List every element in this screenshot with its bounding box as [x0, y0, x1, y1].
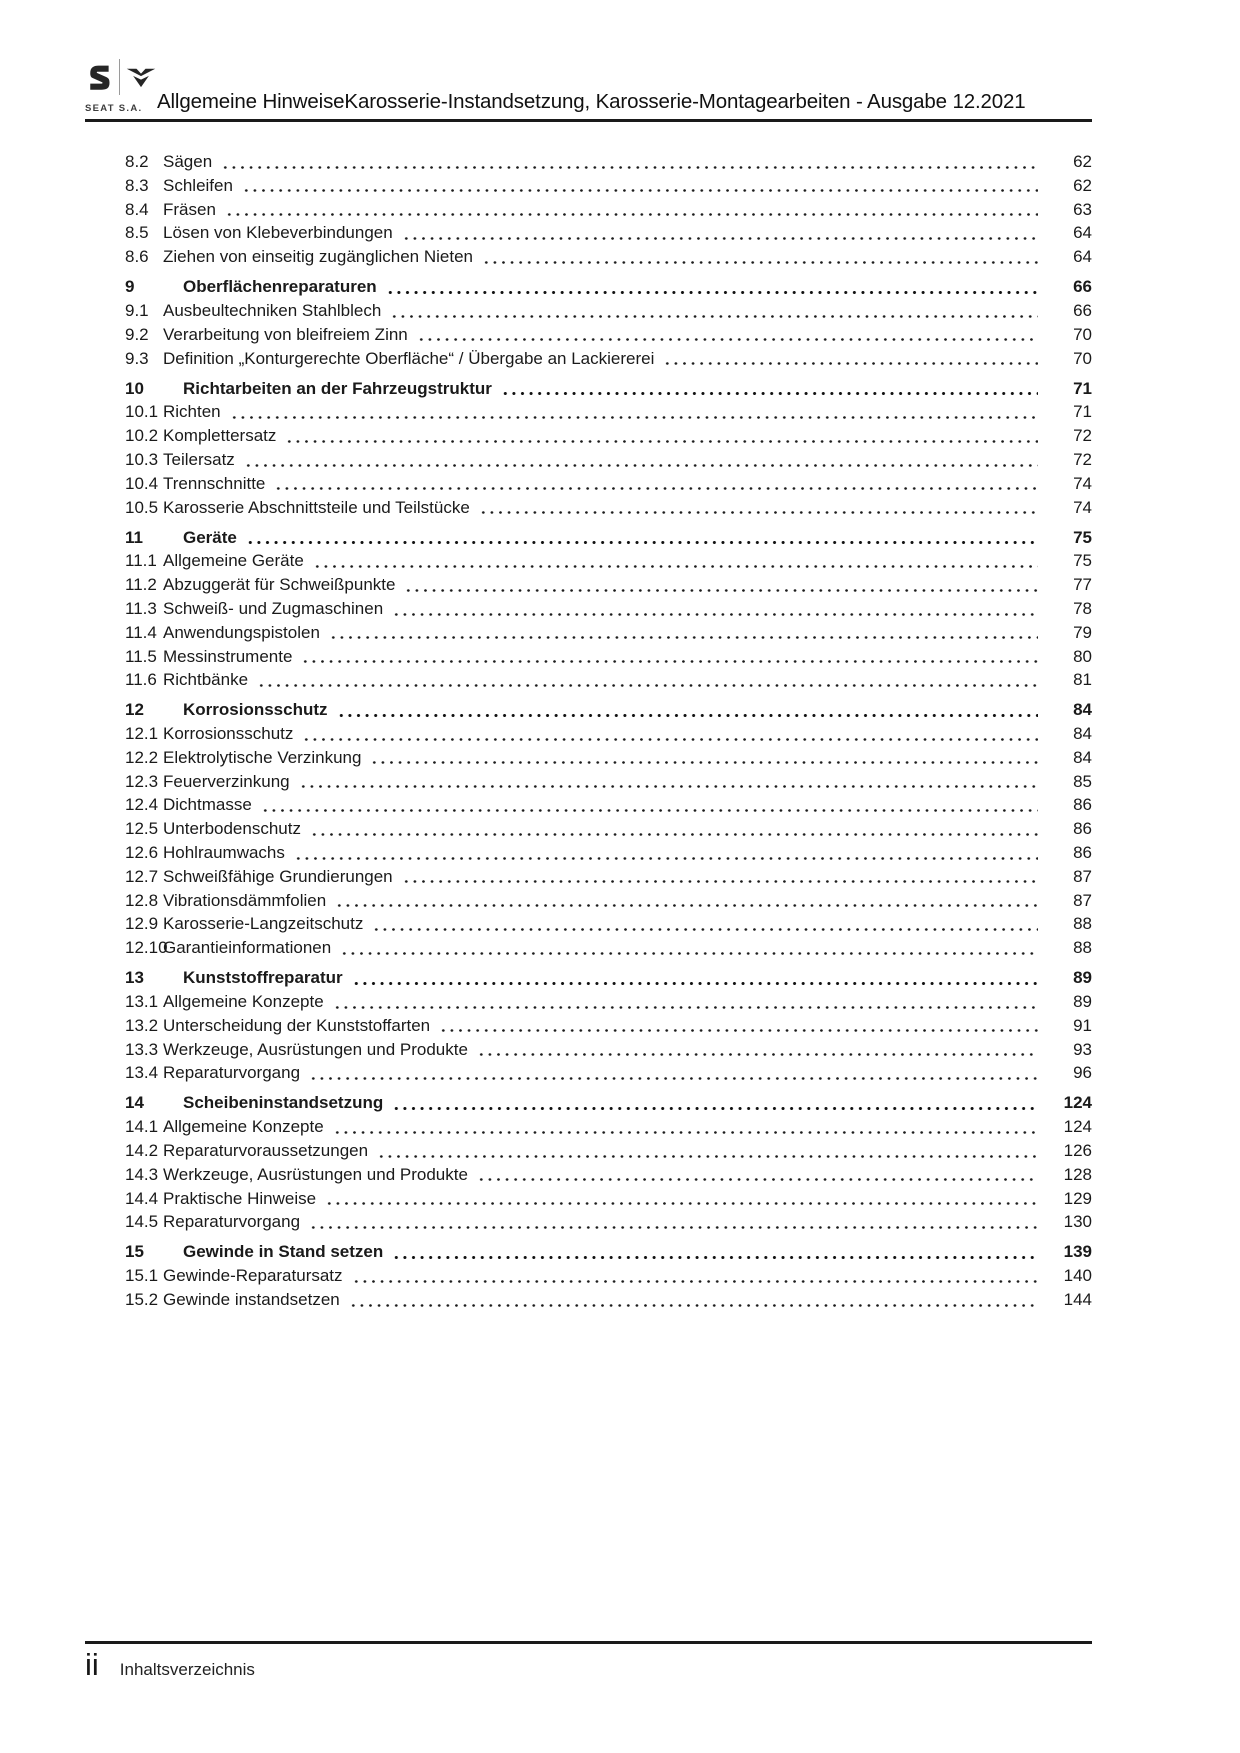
toc-row: [125, 424, 1092, 448]
toc-dot-leader: [300, 722, 1038, 746]
toc-entry-page: 86: [1073, 795, 1092, 815]
toc-row: [125, 245, 1092, 269]
toc-entry-title: Garantieinformationen: [163, 938, 332, 958]
toc-entry-title: Komplettersatz: [163, 426, 277, 446]
toc-dot-leader: [661, 347, 1038, 371]
toc-entry-title: Scheibeninstandsetzung: [183, 1093, 384, 1113]
toc-row: [125, 549, 1092, 573]
toc-entry-title: Werkzeuge, Ausrüstungen und Produkte: [163, 1039, 468, 1059]
brand-logos: [85, 58, 151, 96]
toc-row: [125, 150, 1092, 174]
toc-entry-number: 11.5: [125, 646, 157, 666]
toc-entry-page: 89: [1073, 992, 1092, 1012]
toc-entry-page: 72: [1073, 449, 1092, 469]
toc-entry-title: Richtbänke: [163, 670, 249, 690]
toc-row: [125, 448, 1092, 472]
toc-entry-number: 12.4: [125, 795, 159, 815]
toc-row: [125, 645, 1092, 669]
toc-row: [125, 1240, 1092, 1264]
toc-entry-page: 96: [1073, 1063, 1092, 1083]
toc-entry-page: 139: [1063, 1242, 1092, 1262]
toc-dot-leader: [308, 817, 1038, 841]
toc-entry-number: 15.2: [125, 1289, 159, 1309]
toc-dot-leader: [499, 377, 1038, 401]
toc-entry-title: Praktische Hinweise: [163, 1188, 317, 1208]
toc-entry-number: 10.4: [125, 473, 159, 493]
toc-entry-number: 11: [125, 527, 143, 547]
toc-entry-number: 10.2: [125, 426, 159, 446]
toc-dot-leader: [299, 645, 1038, 669]
toc-row: [125, 400, 1092, 424]
toc-entry-number: 11.4: [125, 622, 157, 642]
toc-entry-page: 84: [1073, 700, 1092, 720]
toc-dot-leader: [283, 424, 1038, 448]
toc-row: [125, 1210, 1092, 1234]
toc-entry-page: 130: [1063, 1212, 1092, 1232]
toc-entry-number: 13.3: [125, 1039, 159, 1059]
toc-entry-number: 12: [125, 700, 144, 720]
toc-dot-leader: [331, 1115, 1038, 1139]
brand-block: [85, 58, 151, 114]
toc-dot-leader: [311, 549, 1038, 573]
toc-entry-page: 81: [1073, 670, 1092, 690]
toc-entry-page: 71: [1073, 378, 1092, 398]
toc-dot-leader: [331, 990, 1038, 1014]
toc-row: [125, 1061, 1092, 1085]
toc-entry-title: Schleifen: [163, 175, 233, 195]
toc-entry-page: 80: [1073, 646, 1092, 666]
toc-entry-title: Gewinde in Stand setzen: [183, 1242, 384, 1262]
toc-entry-page: 75: [1073, 527, 1092, 547]
toc-row: [125, 865, 1092, 889]
toc-entry-page: 93: [1073, 1039, 1092, 1059]
toc-entry-page: 85: [1073, 771, 1092, 791]
brand-name: SEAT S.A.: [85, 103, 143, 114]
toc-entry-title: Reparaturvorgang: [163, 1212, 301, 1232]
toc-row: [125, 1163, 1092, 1187]
toc-row: [125, 1139, 1092, 1163]
toc-dot-leader: [244, 526, 1038, 550]
toc-entry-number: 14.1: [125, 1117, 159, 1137]
toc-dot-leader: [402, 573, 1038, 597]
toc-entry-page: 70: [1073, 324, 1092, 344]
toc-entry-title: Messinstrumente: [163, 646, 293, 666]
toc-dot-leader: [475, 1163, 1038, 1187]
toc-row: [125, 496, 1092, 520]
toc-entry-number: 8.4: [125, 199, 149, 219]
page-footer: [85, 1641, 1092, 1682]
toc-dot-leader: [390, 1091, 1038, 1115]
toc-entry-number: 12.7: [125, 866, 159, 886]
toc-entry-number: 10.3: [125, 449, 159, 469]
brand-divider: [119, 59, 120, 95]
toc-dot-leader: [384, 275, 1038, 299]
toc-entry-title: Vibrationsdämmfolien: [163, 890, 327, 910]
toc-entry-number: 14.2: [125, 1141, 159, 1160]
toc-entry-number: 13.4: [125, 1063, 159, 1083]
toc-entry-page: 74: [1073, 473, 1092, 493]
toc-row: [125, 347, 1092, 371]
toc-dot-leader: [477, 496, 1038, 520]
toc-entry-number: 9.3: [125, 348, 149, 368]
toc-entry-page: 64: [1073, 247, 1092, 267]
toc-entry-page: 64: [1073, 223, 1092, 243]
toc-entry-title: Kunststoffreparatur: [183, 968, 343, 988]
toc-entry-number: 9.1: [125, 300, 149, 320]
toc: [125, 150, 1092, 1312]
toc-row: [125, 698, 1092, 722]
toc-entry-page: 124: [1063, 1093, 1092, 1113]
toc-entry-number: 13: [125, 968, 144, 988]
toc-entry-page: 88: [1073, 938, 1092, 958]
toc-entry-page: 144: [1063, 1289, 1092, 1309]
toc-entry-title: Reparaturvoraussetzungen: [163, 1141, 369, 1160]
toc-row: [125, 621, 1092, 645]
toc-dot-leader: [242, 448, 1038, 472]
toc-entry-page: 84: [1073, 747, 1092, 767]
toc-row: [125, 299, 1092, 323]
toc-entry-number: 8.5: [125, 223, 149, 243]
toc-entry-title: Schweißfähige Grundierungen: [163, 866, 393, 886]
toc-row: [125, 722, 1092, 746]
toc-row: [125, 198, 1092, 222]
toc-entry-number: 12.9: [125, 914, 159, 934]
toc-row: [125, 1091, 1092, 1115]
toc-row: [125, 323, 1092, 347]
toc-dot-leader: [297, 770, 1038, 794]
toc-dot-leader: [333, 889, 1038, 913]
toc-entry-number: 13.1: [125, 992, 159, 1012]
toc-entry-title: Unterbodenschutz: [163, 819, 301, 839]
toc-row: [125, 793, 1092, 817]
toc-entry-number: 11.2: [125, 575, 157, 595]
toc-entry-title: Karosserie Abschnittsteile und Teilstücke: [163, 497, 470, 517]
toc-row: [125, 746, 1092, 770]
toc-row: [125, 1187, 1092, 1211]
toc-entry-title: Anwendungspistolen: [163, 622, 320, 642]
toc-entry-number: 14.5: [125, 1212, 159, 1232]
toc-row: [125, 841, 1092, 865]
toc-dot-leader: [400, 865, 1038, 889]
toc-entry-number: 9.2: [125, 324, 149, 344]
toc-entry-title: Trennschnitte: [163, 473, 266, 493]
toc-entry-title: Allgemeine Geräte: [163, 551, 304, 571]
toc-entry-title: Allgemeine Konzepte: [163, 1117, 324, 1137]
toc-dot-leader: [255, 668, 1038, 692]
toc-dot-leader: [480, 245, 1038, 269]
footer-page-number: ii: [85, 1647, 99, 1682]
toc-entry-page: 72: [1073, 426, 1092, 446]
toc-row: [125, 1014, 1092, 1038]
toc-row: [125, 889, 1092, 913]
toc-entry-number: 10: [125, 378, 144, 398]
toc-entry-title: Dichtmasse: [163, 795, 252, 815]
toc-entry-number: 8.3: [125, 175, 149, 195]
toc-row: [125, 770, 1092, 794]
toc-entry-page: 66: [1073, 277, 1092, 297]
toc-entry-page: 124: [1063, 1117, 1092, 1137]
toc-entry-page: 87: [1073, 890, 1092, 910]
toc-entry-number: 12.3: [125, 771, 159, 791]
toc-entry-number: 10.5: [125, 497, 159, 517]
toc-row: [125, 221, 1092, 245]
toc-entry-title: Lösen von Klebeverbindungen: [163, 223, 393, 243]
toc-entry-page: 91: [1073, 1015, 1092, 1035]
toc-row: [125, 966, 1092, 990]
toc-dot-leader: [223, 198, 1038, 222]
toc-entry-number: 10.1: [125, 402, 159, 422]
toc-row: [125, 1288, 1092, 1312]
toc-entry-title: Richten: [163, 402, 221, 422]
toc-entry-title: Abzuggerät für Schweißpunkte: [163, 575, 396, 595]
toc-entry-page: 129: [1063, 1188, 1092, 1208]
toc-entry-page: 74: [1073, 497, 1092, 517]
toc-entry-title: Reparaturvorgang: [163, 1063, 301, 1083]
toc-row: [125, 1115, 1092, 1139]
toc-entry-number: 15.1: [125, 1266, 159, 1286]
seat-logo-icon: [85, 62, 113, 92]
toc-dot-leader: [219, 150, 1038, 174]
toc-entry-page: 77: [1073, 575, 1092, 595]
cupra-logo-icon: [126, 64, 156, 90]
toc-entry-page: 78: [1073, 598, 1092, 618]
toc-row: [125, 1038, 1092, 1062]
toc-dot-leader: [475, 1038, 1038, 1062]
toc-entry-page: 75: [1073, 551, 1092, 571]
toc-entry-page: 87: [1073, 866, 1092, 886]
toc-entry-title: Ausbeultechniken Stahlblech: [163, 300, 382, 320]
toc-dot-leader: [323, 1187, 1038, 1211]
toc-entry-page: 86: [1073, 819, 1092, 839]
toc-row: [125, 668, 1092, 692]
toc-entry-number: 12.10: [125, 938, 168, 958]
toc-entry-number: 13.2: [125, 1015, 159, 1035]
toc-entry-number: 12.1: [125, 724, 159, 744]
toc-entry-title: Ziehen von einseitig zugänglichen Nieten: [163, 247, 473, 267]
toc-entry-title: Geräte: [183, 527, 237, 547]
toc-entry-page: 79: [1073, 622, 1092, 642]
toc-dot-leader: [390, 1240, 1038, 1264]
toc-entry-number: 9: [125, 277, 135, 297]
toc-entry-title: Karosserie-Langzeitschutz: [163, 914, 364, 934]
toc-entry-page: 140: [1063, 1266, 1092, 1286]
toc-entry-title: Oberflächenreparaturen: [183, 277, 377, 297]
toc-dot-leader: [335, 698, 1038, 722]
toc-entry-page: 62: [1073, 152, 1092, 171]
toc-entry-title: Sägen: [163, 152, 213, 171]
toc-entry-title: Definition „Konturgerechte Oberfläche“ / Übergabe an Lackiererei: [163, 348, 655, 368]
toc-entry-number: 15: [125, 1242, 144, 1262]
toc-entry-title: Fräsen: [163, 199, 216, 219]
toc-entry-page: 126: [1063, 1141, 1092, 1160]
toc-dot-leader: [292, 841, 1038, 865]
toc-dot-leader: [347, 1288, 1038, 1312]
toc-dot-leader: [307, 1061, 1038, 1085]
toc-entry-number: 12.6: [125, 843, 159, 863]
toc-entry-number: 12.8: [125, 890, 159, 910]
toc-entry-number: 12.2: [125, 747, 159, 767]
toc-entry-title: Gewinde-Reparatursatz: [163, 1266, 343, 1286]
toc-dot-leader: [338, 936, 1038, 960]
toc-dot-leader: [370, 912, 1038, 936]
toc-entry-page: 128: [1063, 1164, 1092, 1184]
toc-entry-page: 84: [1073, 724, 1092, 744]
toc-dot-leader: [415, 323, 1038, 347]
toc-entry-page: 89: [1073, 968, 1092, 988]
toc-entry-page: 66: [1073, 300, 1092, 320]
toc-entry-page: 70: [1073, 348, 1092, 368]
toc-entry-number: 14.3: [125, 1164, 159, 1184]
toc-entry-title: Unterscheidung der Kunststoffarten: [163, 1015, 431, 1035]
toc-dot-leader: [240, 174, 1038, 198]
toc-row: [125, 990, 1092, 1014]
toc-entry-title: Feuerverzinkung: [163, 771, 290, 791]
toc-entry-page: 71: [1073, 402, 1092, 422]
toc-row: [125, 817, 1092, 841]
toc-entry-number: 14.4: [125, 1188, 159, 1208]
toc-entry-number: 12.5: [125, 819, 159, 839]
page-header: [85, 58, 1092, 122]
toc-entry-title: Richtarbeiten an der Fahrzeugstruktur: [183, 378, 492, 398]
toc-entry-number: 11.3: [125, 598, 157, 618]
footer-row: [85, 1648, 1092, 1682]
toc-dot-leader: [368, 746, 1038, 770]
toc-entry-number: 11.1: [125, 551, 157, 571]
toc-dot-leader: [259, 793, 1038, 817]
toc-row: [125, 526, 1092, 550]
toc-dot-leader: [350, 1264, 1038, 1288]
toc-row: [125, 597, 1092, 621]
page-title: Allgemeine HinweiseKarosserie-Instandsetzung, Karosserie-Montagearbeiten - Ausgabe 12.2021: [157, 90, 1026, 113]
footer-label: Inhaltsverzeichnis: [119, 1660, 255, 1679]
toc-entry-title: Verarbeitung von bleifreiem Zinn: [163, 324, 408, 344]
toc-entry-title: Korrosionsschutz: [163, 724, 294, 744]
toc-entry-title: Schweiß- und Zugmaschinen: [163, 598, 384, 618]
toc-entry-title: Hohlraumwachs: [163, 843, 285, 863]
toc-entry-number: 8.2: [125, 152, 149, 171]
toc-entry-page: 88: [1073, 914, 1092, 934]
toc-dot-leader: [228, 400, 1038, 424]
toc-dot-leader: [437, 1014, 1038, 1038]
toc-entry-page: 62: [1073, 175, 1092, 195]
toc-row: [125, 936, 1092, 960]
toc-entry-title: Werkzeuge, Ausrüstungen und Produkte: [163, 1164, 468, 1184]
toc-entry-title: Gewinde instandsetzen: [163, 1289, 340, 1309]
toc-dot-leader: [400, 221, 1038, 245]
toc-entry-page: 63: [1073, 199, 1092, 219]
toc-row: [125, 472, 1092, 496]
toc-row: [125, 912, 1092, 936]
toc-entry-title: Allgemeine Konzepte: [163, 992, 324, 1012]
toc-entry-title: Elektrolytische Verzinkung: [163, 747, 362, 767]
toc-dot-leader: [272, 472, 1038, 496]
toc-dot-leader: [390, 597, 1038, 621]
toc-dot-leader: [350, 966, 1038, 990]
toc-dot-leader: [307, 1210, 1038, 1234]
toc-entry-title: Teilersatz: [163, 449, 235, 469]
toc-row: [125, 174, 1092, 198]
toc-dot-leader: [388, 299, 1038, 323]
toc-entry-number: 11.6: [125, 670, 157, 690]
toc-dot-leader: [375, 1139, 1038, 1163]
toc-dot-leader: [327, 621, 1038, 645]
toc-entry-title: Korrosionsschutz: [183, 700, 328, 720]
toc-row: [125, 275, 1092, 299]
toc-entry-number: 14: [125, 1093, 144, 1113]
toc-row: [125, 1264, 1092, 1288]
toc-row: [125, 573, 1092, 597]
toc-row: [125, 377, 1092, 401]
toc-entry-page: 86: [1073, 843, 1092, 863]
toc-entry-number: 8.6: [125, 247, 149, 267]
